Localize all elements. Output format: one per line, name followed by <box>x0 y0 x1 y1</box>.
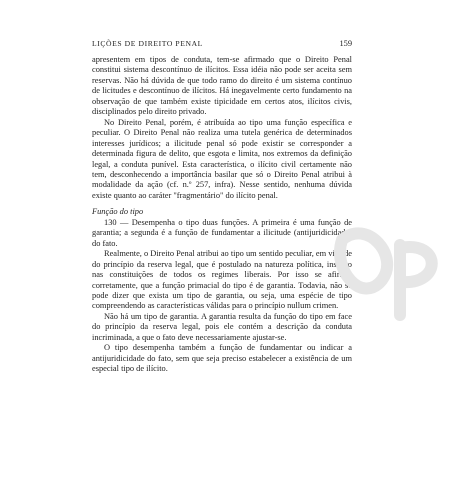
paragraph: apresentem em tipos de conduta, tem-se afirmado que o Direito Penal constitui sistema descontínuo de ilícitos. Essa idéia não pode ser aceita sem reservas. Não há dúvida de que todo ramo do direito é um sistema contínuo de licitudes e descontínuo de ilícitos. Há inegavelmente certo fundamento na observação de que também existe tipicidade em certos atos, ilícitos civis, disciplinados pelo direito privado. <box>92 55 352 117</box>
paragraph: Realmente, o Direito Penal atribui ao tipo um sentido peculiar, em virtude do princípio da reserva legal, que é postulado na natureza política, inscrito nas constituições de todos os regimes liberais. Por isso se afirma, corretamente, que a função primacial do tipo é de garantia. Todavia, não se pode dizer que exista um tipo de garantia, ou seja, uma espécie de tipo compreendendo as características válidas para o princípio nullum crimen. <box>92 249 352 311</box>
running-header <box>92 39 352 48</box>
paragraph: No Direito Penal, porém, é atribuída ao tipo uma função específica e peculiar. O Direito Penal não realiza uma tutela genérica de determinados interesses jurídicos; a ilicitude penal só pode existir se corresponder a determinada figura de delito, que esgota e limita, nos extremos da definição legal, a conduta punível. Esta característica, o ilícito civil certamente não tem, desconhecendo a importância basilar que só o Direito Penal atribui à modalidade da ação (cf. n.º 257, infra). Nesse sentido, nenhuma dúvida existe quanto ao caráter "fragmentário" do ilícito penal. <box>92 117 352 200</box>
page-number: 159 <box>339 39 352 48</box>
paragraph: 130 — Desempenha o tipo duas funções. A primeira é uma função de garantia; a segunda é a função de fundamentar a ilicitude (antijuridicidade) do fato. <box>92 217 352 248</box>
running-title: LIÇÕES DE DIREITO PENAL <box>92 39 203 48</box>
paragraph: Não há um tipo de garantia. A garantia resulta da função do tipo em face do princípio da reserva legal, pois ele contém a descrição da conduta incriminada, a que o fato deve necessariamente ajustar-se. <box>92 311 352 342</box>
paragraph: O tipo desempenha também a função de fundamentar ou indicar a antijuridicidade do fato, sem que seja preciso estabelecer a existência de um especial tipo de ilícito. <box>92 343 352 374</box>
body-text <box>92 55 352 375</box>
section-title: Função do tipo <box>92 207 144 217</box>
